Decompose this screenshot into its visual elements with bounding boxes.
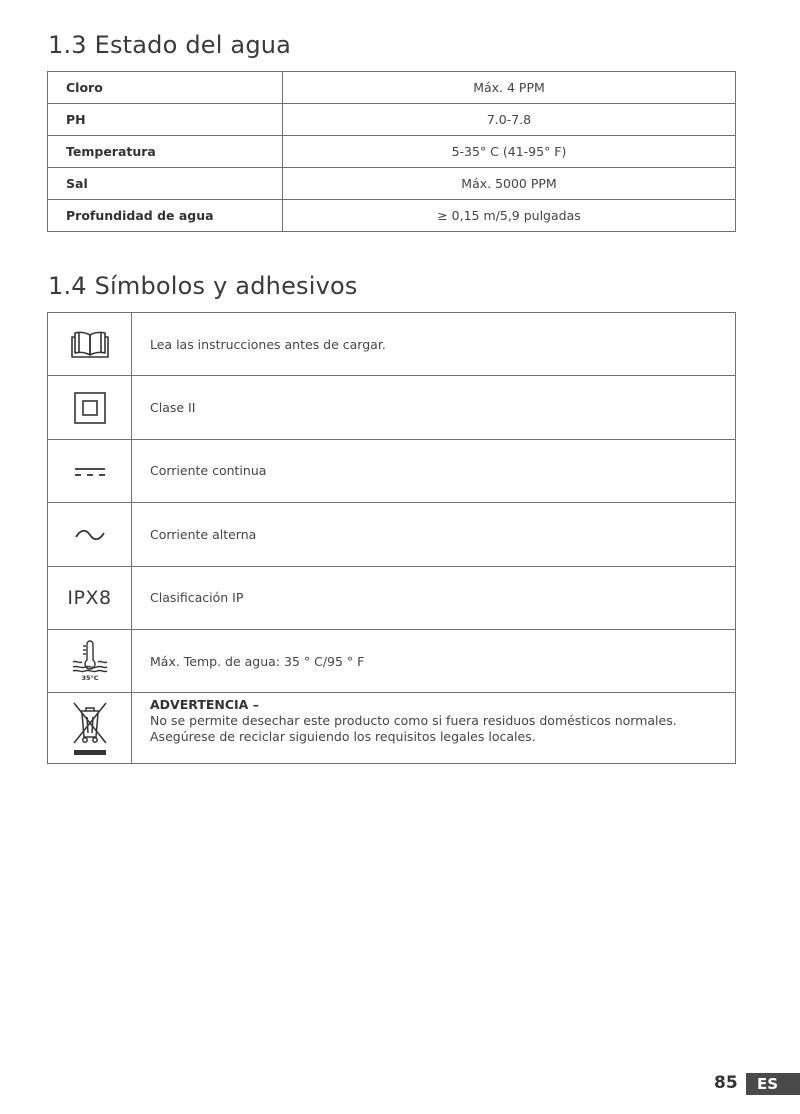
section-title-water-state: 1.3 Estado del agua <box>48 31 292 59</box>
icon-cell <box>48 693 132 764</box>
row-label: PH <box>48 104 283 136</box>
class-ii-icon <box>73 391 107 425</box>
section-title-symbols: 1.4 Símbolos y adhesivos <box>48 272 358 300</box>
icon-cell <box>48 439 132 502</box>
table-row <box>48 200 736 232</box>
row-label: Sal <box>48 168 283 200</box>
crossed-bin-icon <box>70 699 110 757</box>
symbol-description: Corriente continua <box>132 439 736 502</box>
icon-cell <box>48 566 132 629</box>
table-row <box>48 168 736 200</box>
table-row <box>48 566 736 629</box>
table-row <box>48 439 736 502</box>
table-row <box>48 376 736 439</box>
row-value: Máx. 4 PPM <box>283 72 736 104</box>
ip-rating-icon: IPX8 <box>67 586 112 609</box>
icon-cell <box>48 313 132 376</box>
water-conditions-table <box>47 71 736 232</box>
temp-icon-label: 35°C <box>80 674 99 683</box>
warning-title: ADVERTENCIA – <box>150 697 259 713</box>
warning-text-line: No se permite desechar este producto como si fuera residuos domésticos normales. <box>150 713 677 729</box>
warning-description <box>132 693 736 764</box>
row-value: Máx. 5000 PPM <box>283 168 736 200</box>
symbol-description: Corriente alterna <box>132 503 736 566</box>
table-row <box>48 104 736 136</box>
table-row <box>48 629 736 692</box>
icon-cell <box>48 376 132 439</box>
symbol-description: Máx. Temp. de agua: 35 ° C/95 ° F <box>132 629 736 692</box>
page-number: 85 <box>714 1073 738 1093</box>
language-badge: ES <box>746 1073 800 1095</box>
alternating-current-icon <box>74 527 106 543</box>
row-label: Temperatura <box>48 136 283 168</box>
row-value: ≥ 0,15 m/5,9 pulgadas <box>283 200 736 232</box>
max-water-temp-icon <box>70 640 110 682</box>
table-row <box>48 136 736 168</box>
warning-text-line: Asegúrese de reciclar siguiendo los requisitos legales locales. <box>150 729 536 745</box>
table-row <box>48 313 736 376</box>
symbol-description: Clase II <box>132 376 736 439</box>
table-row <box>48 693 736 764</box>
table-row <box>48 72 736 104</box>
direct-current-icon <box>73 465 107 479</box>
icon-cell <box>48 503 132 566</box>
row-value: 5-35° C (41-95° F) <box>283 136 736 168</box>
row-value: 7.0-7.8 <box>283 104 736 136</box>
symbols-table <box>47 312 736 764</box>
manual-book-icon <box>70 329 110 359</box>
icon-cell <box>48 629 132 692</box>
row-label: Cloro <box>48 72 283 104</box>
row-label: Profundidad de agua <box>48 200 283 232</box>
symbol-description: Lea las instrucciones antes de cargar. <box>132 313 736 376</box>
symbol-description: Clasificación IP <box>132 566 736 629</box>
table-row <box>48 503 736 566</box>
